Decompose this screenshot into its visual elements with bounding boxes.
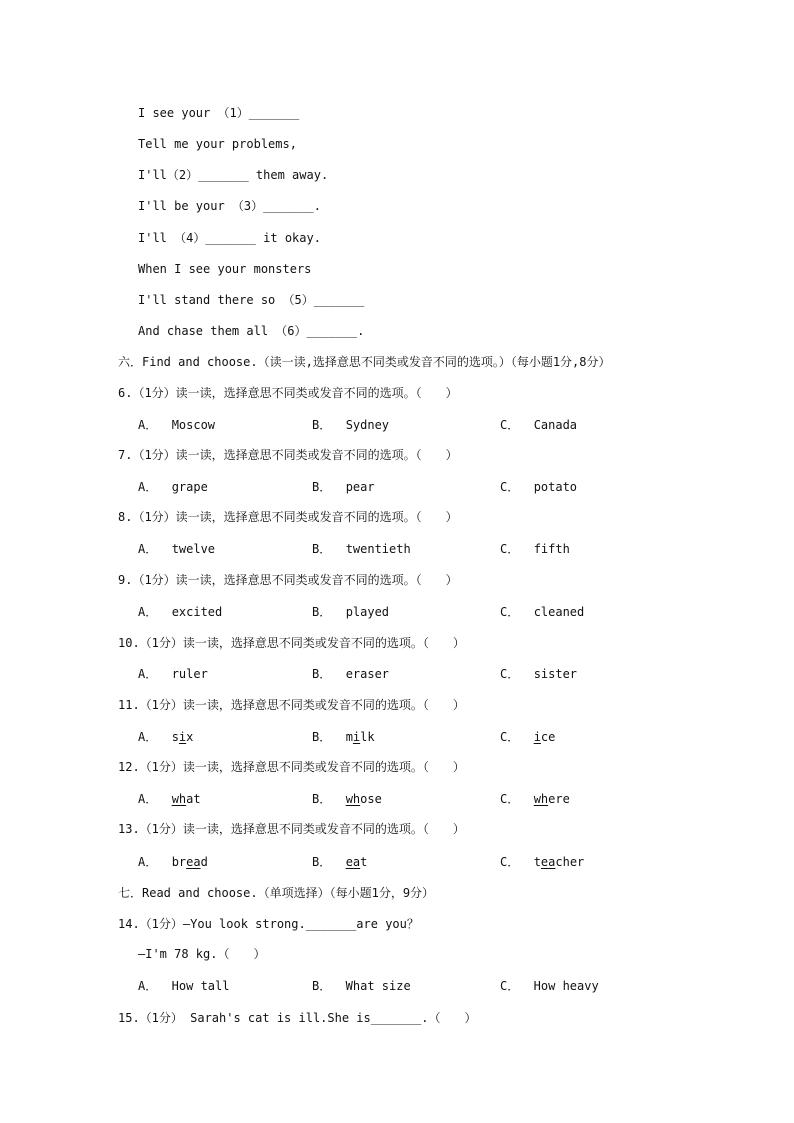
poem-line-1: I see your （1）_______ <box>138 106 300 120</box>
option-pre: fifth <box>533 542 570 556</box>
option-b[interactable] <box>312 417 389 433</box>
option-letter: A． <box>138 542 158 556</box>
option-letter: A． <box>138 418 158 432</box>
question-stem: 10.（1分）读一读，选择意思不同类或发音不同的选项。（ ） <box>118 636 465 650</box>
option-letter: C． <box>500 855 520 869</box>
section-7-heading: 七．Read and choose.（单项选择）（每小题1分，9分） <box>118 886 435 900</box>
option-a[interactable] <box>138 854 208 870</box>
option-pre: t <box>533 855 541 869</box>
option-letter: C． <box>500 667 520 681</box>
question-14-reply: —I'm 78 kg.（ ） <box>138 947 266 961</box>
option-pre: Moscow <box>171 418 216 432</box>
option-mark: wh <box>345 792 361 806</box>
option-pre: excited <box>171 605 223 619</box>
option-pre: potato <box>533 480 578 494</box>
option-mark: ea <box>186 855 201 869</box>
option-c[interactable] <box>500 604 584 620</box>
option-letter: A． <box>138 480 158 494</box>
option-b[interactable] <box>312 729 375 745</box>
option-letter: C． <box>500 730 520 744</box>
option-letter: C． <box>500 480 520 494</box>
poem-line-7: I'll stand there so （5）_______ <box>138 293 365 307</box>
poem-line-2: Tell me your problems, <box>138 137 297 151</box>
question-stem: 9.（1分）读一读，选择意思不同类或发音不同的选项。（ ） <box>118 573 458 587</box>
option-post: cher <box>555 855 585 869</box>
option-a[interactable] <box>138 666 208 682</box>
option-a[interactable] <box>138 479 208 495</box>
option-a[interactable] <box>138 604 222 620</box>
option-pre: Sydney <box>345 418 390 432</box>
option-c[interactable] <box>500 541 570 557</box>
option-pre: m <box>345 730 353 744</box>
question-14-option-a[interactable]: A． How tall <box>138 979 230 993</box>
poem-line-6: When I see your monsters <box>138 262 312 276</box>
option-letter: A． <box>138 605 158 619</box>
option-b[interactable] <box>312 541 411 557</box>
option-c[interactable] <box>500 854 584 870</box>
option-mark: i <box>178 730 187 744</box>
option-post: ere <box>548 792 570 806</box>
question-14-option-b[interactable]: B． What size <box>312 979 411 993</box>
option-letter: C． <box>500 605 520 619</box>
poem-line-4: I'll be your （3）_______. <box>138 199 321 213</box>
option-a[interactable] <box>138 791 201 807</box>
option-pre: br <box>171 855 187 869</box>
option-post: t <box>360 855 368 869</box>
option-a[interactable] <box>138 541 215 557</box>
option-mark: wh <box>533 792 549 806</box>
option-post: lk <box>360 730 375 744</box>
option-c[interactable] <box>500 729 555 745</box>
option-pre: sister <box>533 667 578 681</box>
option-a[interactable] <box>138 417 215 433</box>
question-14-option-c[interactable]: C． How heavy <box>500 979 599 993</box>
option-mark: ea <box>345 855 361 869</box>
option-post: x <box>186 730 194 744</box>
option-pre: twelve <box>171 542 216 556</box>
option-c[interactable] <box>500 417 577 433</box>
poem-line-5: I'll （4）_______ it okay. <box>138 231 321 245</box>
option-letter: B． <box>312 730 332 744</box>
question-15-stem: 15.（1分） Sarah's cat is ill.She is_______.（ ） <box>118 1011 477 1025</box>
option-letter: B． <box>312 418 332 432</box>
option-letter: B． <box>312 605 332 619</box>
option-letter: A． <box>138 730 158 744</box>
poem-line-3: I'll（2）_______ them away. <box>138 168 329 182</box>
option-pre: cleaned <box>533 605 585 619</box>
option-letter: A． <box>138 667 158 681</box>
option-pre: ruler <box>171 667 208 681</box>
option-mark: i <box>533 730 541 744</box>
question-stem: 8.（1分）读一读，选择意思不同类或发音不同的选项。（ ） <box>118 510 458 524</box>
question-stem: 6.（1分）读一读，选择意思不同类或发音不同的选项。（ ） <box>118 386 458 400</box>
option-b[interactable] <box>312 666 389 682</box>
option-b[interactable] <box>312 791 382 807</box>
option-letter: C． <box>500 542 520 556</box>
option-pre: pear <box>345 480 375 494</box>
option-pre: grape <box>171 480 208 494</box>
option-pre: eraser <box>345 667 390 681</box>
option-pre: played <box>345 605 390 619</box>
option-letter: C． <box>500 792 520 806</box>
option-pre: twentieth <box>345 542 411 556</box>
option-letter: B． <box>312 542 332 556</box>
option-letter: B． <box>312 667 332 681</box>
option-letter: B． <box>312 792 332 806</box>
option-pre: s <box>171 730 179 744</box>
option-letter: A． <box>138 855 158 869</box>
option-post: ce <box>540 730 556 744</box>
option-mark: i <box>352 730 361 744</box>
question-stem: 11.（1分）读一读，选择意思不同类或发音不同的选项。（ ） <box>118 698 465 712</box>
option-post: ose <box>360 792 382 806</box>
option-b[interactable] <box>312 854 367 870</box>
option-a[interactable] <box>138 729 193 745</box>
option-letter: B． <box>312 855 332 869</box>
option-post: d <box>200 855 208 869</box>
option-pre: Canada <box>533 418 578 432</box>
option-letter: B． <box>312 480 332 494</box>
section-6-heading: 六．Find and choose.（读一读,选择意思不同类或发音不同的选项。）（每小题1分,8分） <box>118 355 611 369</box>
option-b[interactable] <box>312 604 389 620</box>
option-c[interactable] <box>500 666 577 682</box>
option-c[interactable] <box>500 791 570 807</box>
question-stem: 12.（1分）读一读，选择意思不同类或发音不同的选项。（ ） <box>118 760 465 774</box>
option-post: at <box>186 792 201 806</box>
question-stem: 7.（1分）读一读，选择意思不同类或发音不同的选项。（ ） <box>118 448 458 462</box>
option-c[interactable] <box>500 479 577 495</box>
option-letter: A． <box>138 792 158 806</box>
option-b[interactable] <box>312 479 375 495</box>
poem-line-8: And chase them all （6）_______. <box>138 324 365 338</box>
option-mark: ea <box>540 855 556 869</box>
question-14-stem: 14.（1分）—You look strong._______are you？ <box>118 917 419 931</box>
option-letter: C． <box>500 418 520 432</box>
question-stem: 13.（1分）读一读，选择意思不同类或发音不同的选项。（ ） <box>118 822 465 836</box>
option-mark: wh <box>171 792 187 806</box>
